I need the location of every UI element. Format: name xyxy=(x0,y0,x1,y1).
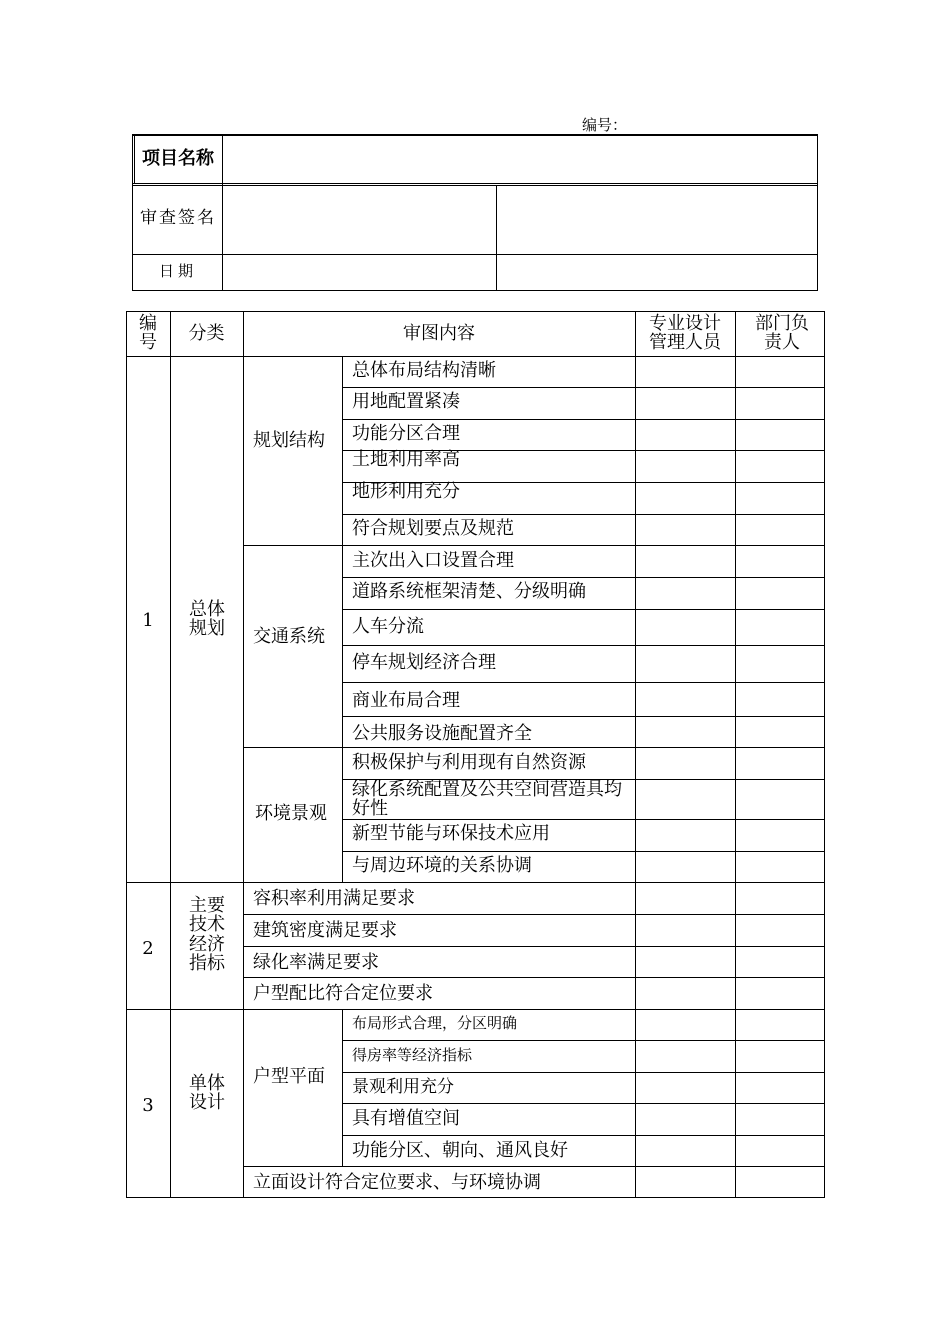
section-category: 总体规划 xyxy=(189,599,225,640)
signature-field-2[interactable] xyxy=(497,186,817,254)
group-name: 交通系统 xyxy=(253,626,325,647)
signature-label: 审查签名 xyxy=(140,208,216,228)
review-item: 绿化系统配置及公共空间营造具均好性 xyxy=(352,779,622,820)
date-field-1[interactable] xyxy=(223,255,496,290)
review-item: 道路系统框架清楚、分级明确 xyxy=(352,581,586,602)
review-item: 建筑密度满足要求 xyxy=(253,920,397,941)
review-item: 总体布局结构清晰 xyxy=(352,360,496,381)
review-item: 用地配置紧凑 xyxy=(352,391,460,412)
header-content: 审图内容 xyxy=(403,323,475,344)
section-category: 主要技术经济指标 xyxy=(189,895,225,975)
review-item: 公共服务设施配置齐全 xyxy=(352,723,532,744)
review-item: 景观利用充分 xyxy=(352,1077,454,1097)
header-category: 分类 xyxy=(188,323,225,344)
review-item: 与周边环境的关系协调 xyxy=(352,855,532,876)
review-item: 布局形式合理，分区明确 xyxy=(352,1014,518,1032)
review-item: 符合规划要点及规范 xyxy=(352,518,514,539)
section-number: 3 xyxy=(142,1095,154,1116)
group-name: 户型平面 xyxy=(253,1066,325,1087)
review-item: 得房率等经济指标 xyxy=(352,1046,473,1064)
review-item: 人车分流 xyxy=(352,616,424,637)
review-item: 主次出入口设置合理 xyxy=(352,550,514,571)
review-item: 土地利用率高 xyxy=(352,449,460,470)
review-item: 具有增值空间 xyxy=(352,1108,460,1129)
date-label: 日期 xyxy=(158,262,197,280)
header-number: 编号 xyxy=(139,313,157,354)
section-number: 2 xyxy=(142,938,154,959)
review-item: 停车规划经济合理 xyxy=(352,652,496,673)
section-number: 1 xyxy=(142,610,154,631)
review-item: 户型配比符合定位要求 xyxy=(253,983,433,1004)
header-designer: 专业设计管理人员 xyxy=(649,313,721,354)
project-name-field[interactable] xyxy=(223,136,817,183)
project-name-label: 项目名称 xyxy=(142,148,214,169)
section-category: 单体设计 xyxy=(189,1073,225,1114)
review-item: 商业布局合理 xyxy=(352,690,460,711)
review-item: 地形利用充分 xyxy=(352,481,460,502)
review-item: 功能分区合理 xyxy=(352,423,460,444)
group-name: 规划结构 xyxy=(253,430,325,451)
document-number-label: 编号： xyxy=(582,116,628,134)
date-field-2[interactable] xyxy=(497,255,817,290)
header-dept-head: 部门负责人 xyxy=(755,313,809,354)
review-item: 立面设计符合定位要求、与环境协调 xyxy=(253,1172,541,1193)
review-item: 积极保护与利用现有自然资源 xyxy=(352,752,586,773)
signature-field-1[interactable] xyxy=(223,186,496,254)
review-item: 容积率利用满足要求 xyxy=(253,888,415,909)
review-item: 绿化率满足要求 xyxy=(253,952,379,973)
review-item: 功能分区、朝向、通风良好 xyxy=(352,1140,568,1161)
review-item: 新型节能与环保技术应用 xyxy=(352,823,550,844)
group-name: 环境景观 xyxy=(255,803,327,824)
